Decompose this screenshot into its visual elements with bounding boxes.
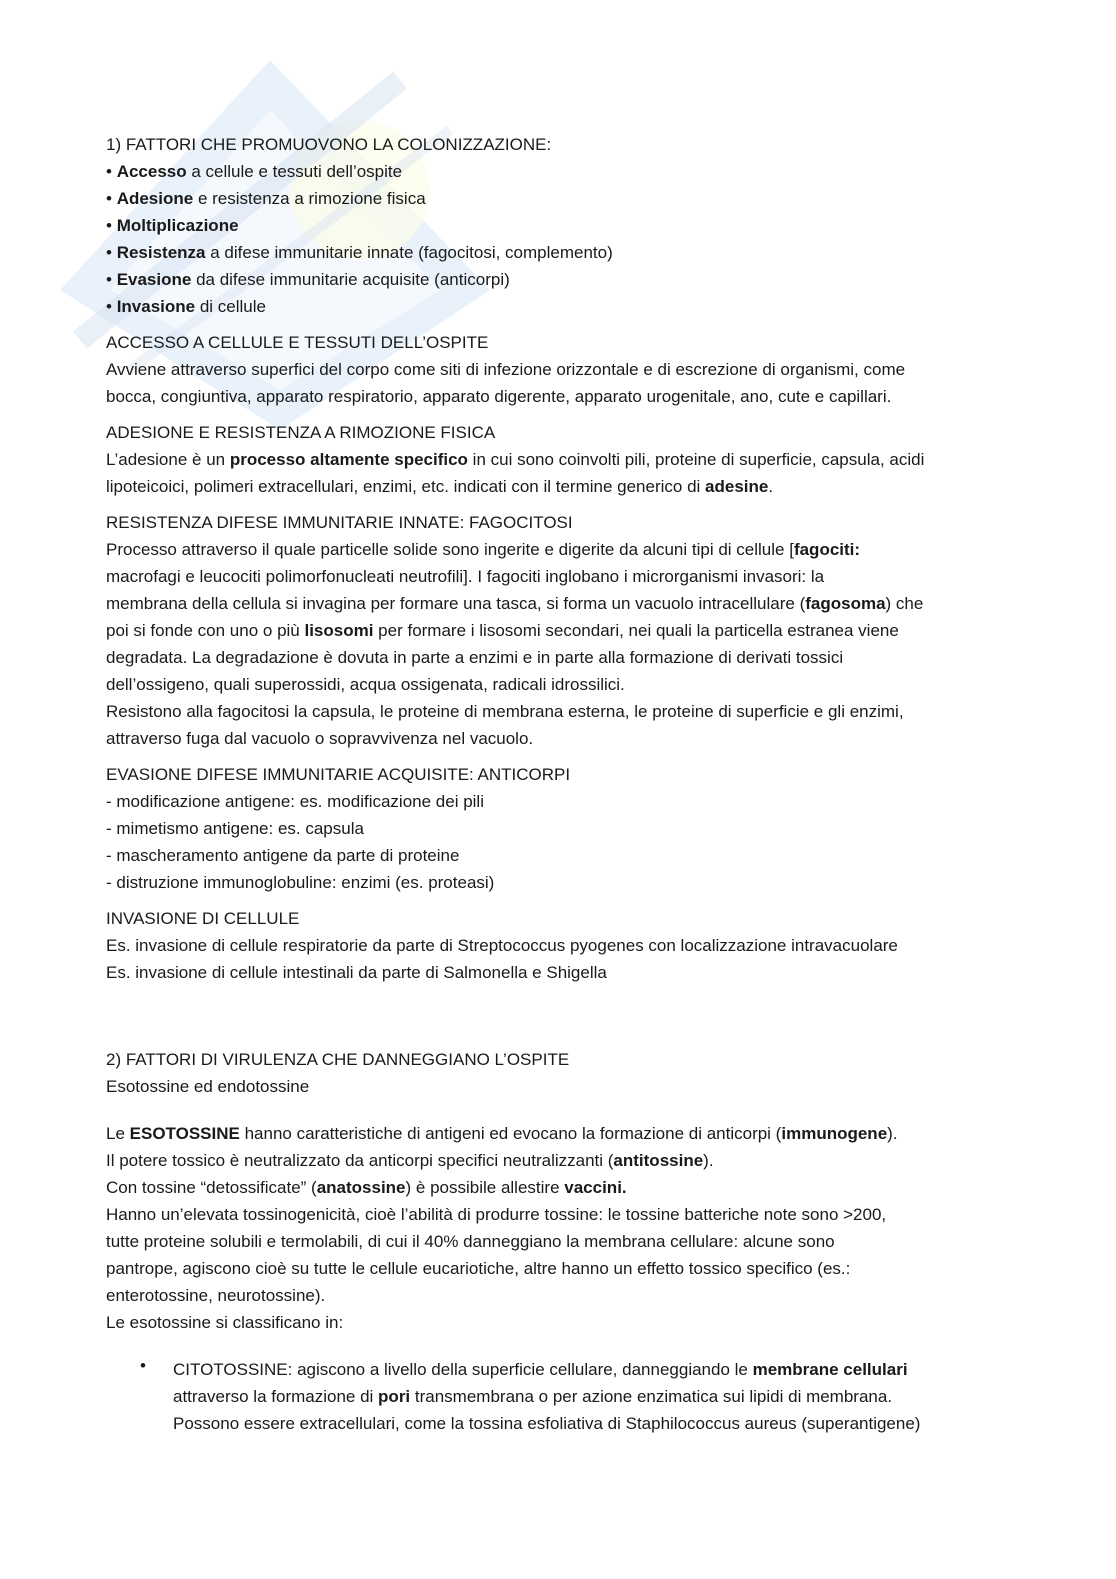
paragraph-line: Con tossine “detossificate” (anatossine) è possibile allestire vaccini. bbox=[106, 1178, 627, 1197]
list-item: • Resistenza a difese immunitarie innate (fagocitosi, complemento) bbox=[106, 243, 613, 262]
section1-title: 1) FATTORI CHE PROMUOVONO LA COLONIZZAZIONE: bbox=[106, 135, 552, 154]
paragraph-line: lipoteicoici, polimeri extracellulari, enzimi, etc. indicati con il termine generico di adesine. bbox=[106, 477, 774, 496]
paragraph-line: pantrope, agiscono cioè su tutte le cellule eucariotiche, altre hanno un effetto tossico specifico (es.: bbox=[106, 1259, 851, 1278]
section2-title: 2) FATTORI DI VIRULENZA CHE DANNEGGIANO L’OSPITE bbox=[106, 1050, 570, 1069]
list-item: - modificazione antigene: es. modificazione dei pili bbox=[106, 792, 484, 811]
list-item: • Accesso a cellule e tessuti dell’ospite bbox=[106, 162, 403, 181]
section-heading: INVASIONE DI CELLULE bbox=[106, 909, 300, 928]
paragraph-line: degradata. La degradazione è dovuta in parte a enzimi e in parte alla formazione di derivati tossici bbox=[106, 648, 844, 667]
paragraph-line: enterotossine, neurotossine). bbox=[106, 1286, 326, 1305]
list-item: • Moltiplicazione bbox=[106, 216, 239, 235]
list-item: - mimetismo antigene: es. capsula bbox=[106, 819, 364, 838]
section-heading: ACCESSO A CELLULE E TESSUTI DELL’OSPITE bbox=[106, 333, 489, 352]
paragraph-line: L’adesione è un processo altamente specifico in cui sono coinvolti pili, proteine di superficie, capsula, acidi bbox=[106, 450, 925, 469]
section-heading: RESISTENZA DIFESE IMMUNITARIE INNATE: FAGOCITOSI bbox=[106, 513, 573, 532]
list-item: • Evasione da difese immunitarie acquisite (anticorpi) bbox=[106, 270, 510, 289]
paragraph-line: Hanno un’elevata tossinogenicità, cioè l’abilità di produrre tossine: le tossine batteriche note sono >200, bbox=[106, 1205, 887, 1224]
paragraph-line: Resistono alla fagocitosi la capsula, le proteine di membrana esterna, le proteine di superficie e gli enzimi, bbox=[106, 702, 904, 721]
paragraph-line: Le ESOTOSSINE hanno caratteristiche di antigeni ed evocano la formazione di anticorpi (immunogene). bbox=[106, 1124, 898, 1143]
section-heading: EVASIONE DIFESE IMMUNITARIE ACQUISITE: ANTICORPI bbox=[106, 765, 571, 784]
paragraph-line: Le esotossine si classificano in: bbox=[106, 1313, 344, 1332]
section-heading: ADESIONE E RESISTENZA A RIMOZIONE FISICA bbox=[106, 423, 496, 442]
section2-subtitle: Esotossine ed endotossine bbox=[106, 1077, 310, 1096]
bullet-icon: • bbox=[140, 1356, 146, 1375]
paragraph-line: poi si fonde con uno o più lisosomi per formare i lisosomi secondari, nei quali la particella estranea viene bbox=[106, 621, 899, 640]
list-item: • Invasione di cellule bbox=[106, 297, 266, 316]
list-item: - mascheramento antigene da parte di proteine bbox=[106, 846, 460, 865]
paragraph-line: Avviene attraverso superfici del corpo come siti di infezione orizzontale e di escrezione di organismi, come bbox=[106, 360, 906, 379]
paragraph-line: bocca, congiuntiva, apparato respiratorio, apparato digerente, apparato urogenitale, ano, cute e capillari. bbox=[106, 387, 892, 406]
paragraph-line: attraverso fuga dal vacuolo o sopravvivenza nel vacuolo. bbox=[106, 729, 534, 748]
list-item: - distruzione immunoglobuline: enzimi (es. proteasi) bbox=[106, 873, 495, 892]
paragraph-line: macrofagi e leucociti polimorfonucleati neutrofili]. I fagociti inglobano i microrganismi invasori: la bbox=[106, 567, 825, 586]
list-item: • Adesione e resistenza a rimozione fisica bbox=[106, 189, 426, 208]
paragraph-line: Processo attraverso il quale particelle solide sono ingerite e digerite da alcuni tipi di cellule [fagociti: bbox=[106, 540, 861, 559]
document-page bbox=[106, 131, 1026, 1437]
list-item: • CITOTOSSINE: agiscono a livello della superficie cellulare, danneggiando le membrane cellulari attraverso la formazione di pori transmembrana o per azione enzimatica sui lipidi di membrana. Possono essere extracellulari, come la tossina esfoliativa di Staphilococcus aureus (superantigene) bbox=[140, 1356, 921, 1433]
paragraph-line: dell’ossigeno, quali superossidi, acqua ossigenata, radicali idrossilici. bbox=[106, 675, 625, 694]
paragraph-line: tutte proteine solubili e termolabili, di cui il 40% danneggiano la membrana cellulare: alcune sono bbox=[106, 1232, 835, 1251]
paragraph-line: Es. invasione di cellule intestinali da parte di Salmonella e Shigella bbox=[106, 963, 607, 982]
paragraph-line: membrana della cellula si invagina per formare una tasca, si forma un vacuolo intracellulare (fagosoma) che bbox=[106, 594, 924, 613]
paragraph-line: Es. invasione di cellule respiratorie da parte di Streptococcus pyogenes con localizzazione intravacuolare bbox=[106, 936, 898, 955]
classification-list bbox=[106, 1356, 1026, 1437]
paragraph-line: Il potere tossico è neutralizzato da anticorpi specifici neutralizzanti (antitossine). bbox=[106, 1151, 714, 1170]
